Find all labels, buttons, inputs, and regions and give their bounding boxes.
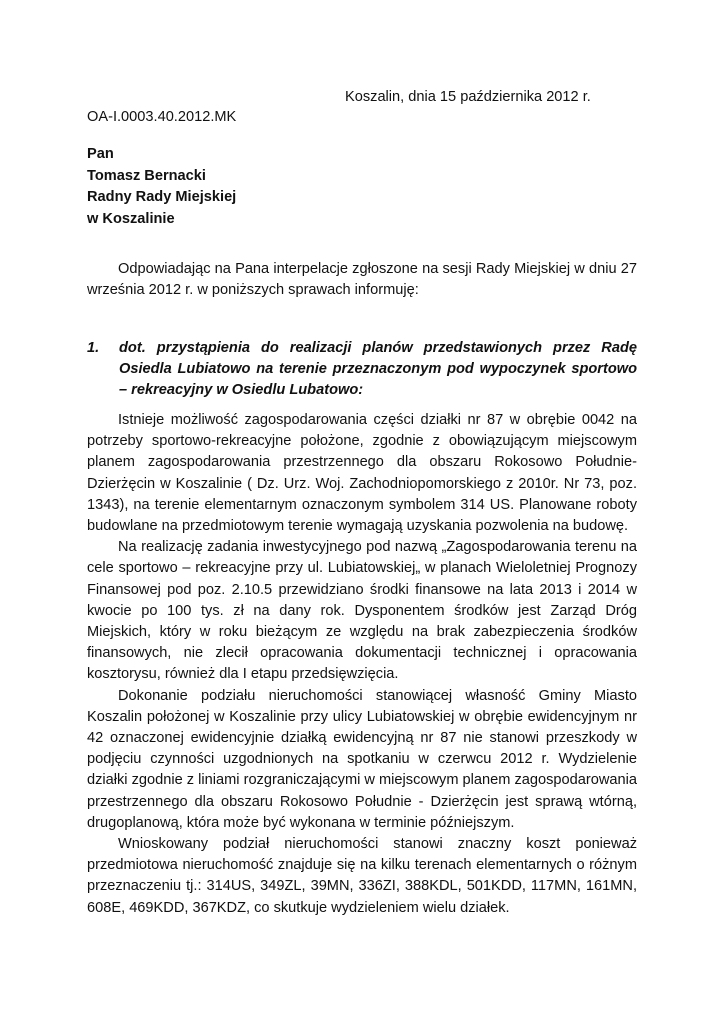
addressee-city: w Koszalinie [87,210,175,227]
date-line: Koszalin, dnia 15 października 2012 r. [345,89,591,105]
item-title: dot. przystąpienia do realizacji planów przedstawionych przez Radę Osiedla Lubiatowo na terenie przeznaczonym pod wypoczynek sportowo – rekreacyjny w Osiedlu Lubatowo: [119,340,637,399]
body-paragraph: Istnieje możliwość zagospodarowania części działki nr 87 w obrębie 0042 na potrzeby sportowo-rekreacyjne położone, zgodnie z obowiązującym miejscowym planem zagospodarowania przestrzennego dla obszaru Rokosowo Południe-Dzierżęcin w Koszalinie ( Dz. Urz. Woj. Zachodniopomorskiego z 2010r. Nr 73, poz. 1343), na terenie elementarnym oznaczonym symbolem 314 US. Planowane roboty budowlane na przedmiotowym terenie wymagają uzyskania pozwolenia na budowę. [87,412,637,535]
addressee-block [87,144,236,230]
intro-paragraph: Odpowiadając na Pana interpelacje zgłoszone na sesji Rady Miejskiej w dniu 27 września 2012 r. w poniższych sprawach informuję: [87,261,637,299]
body-paragraph: Dokonanie podziału nieruchomości stanowiącej własność Gminy Miasto Koszalin położonej w Koszalinie przy ulicy Lubiatowskiej w obrębie ewidencyjnym nr 42 oznaczonej ewidencyjnie działką ewidencyjną nr 87 nie stanowi przeszkody w podjęciu czynności uzgodnionych na spotkaniu w czerwcu 2012 r. Wydzielenie działki zgodnie z liniami rozgraniczającymi w miejscowym planem zagospodarowania przestrzennego dla obszaru Rokosowo Południe - Dzierżęcin jest sprawą wtórną, drugoplanową, która może być wykonana w terminie późniejszym. [87,687,637,831]
body-paragraph: Wnioskowany podział nieruchomości stanowi znaczny koszt ponieważ przedmiotowa nieruchomość znajduje się na kilku terenach elementarnych o różnym przeznaczeniu tj.: 314US, 349ZL, 39MN, 336ZI, 388KDL, 501KDD, 117MN, 161MN, 608E, 469KDD, 367KDZ, co skutkuje wydzieleniem wielu działek. [87,836,637,916]
addressee-salutation: Pan [87,146,114,162]
body-text [87,410,637,919]
reference-number: OA-I.0003.40.2012.MK [87,109,237,125]
item-number: 1. [87,340,100,356]
body-paragraph: Na realizację zadania inwestycyjnego pod nazwą „Zagospodarowania terenu na cele sportowo – rekreacyjne przy ul. Lubiatowskiej„ w planach Wieloletniej Prognozy Finansowej pod poz. 2.10.5 przewidziano środki finansowe na lata 2013 i 2014 w kwocie po 100 tys. zł na dany rok. Dysponentem środków jest Zarząd Dróg Miejskich, który w roku bieżącym ze względu na brak zabezpieczenia środków finansowych, nie zlecił opracowania dokumentacji technicznej i opracowania kosztorysu, również dla I etapu przedsięwzięcia. [87,539,637,683]
addressee-title: Radny Rady Miejskiej [87,189,237,205]
addressee-name: Tomasz Bernacki [87,167,206,184]
